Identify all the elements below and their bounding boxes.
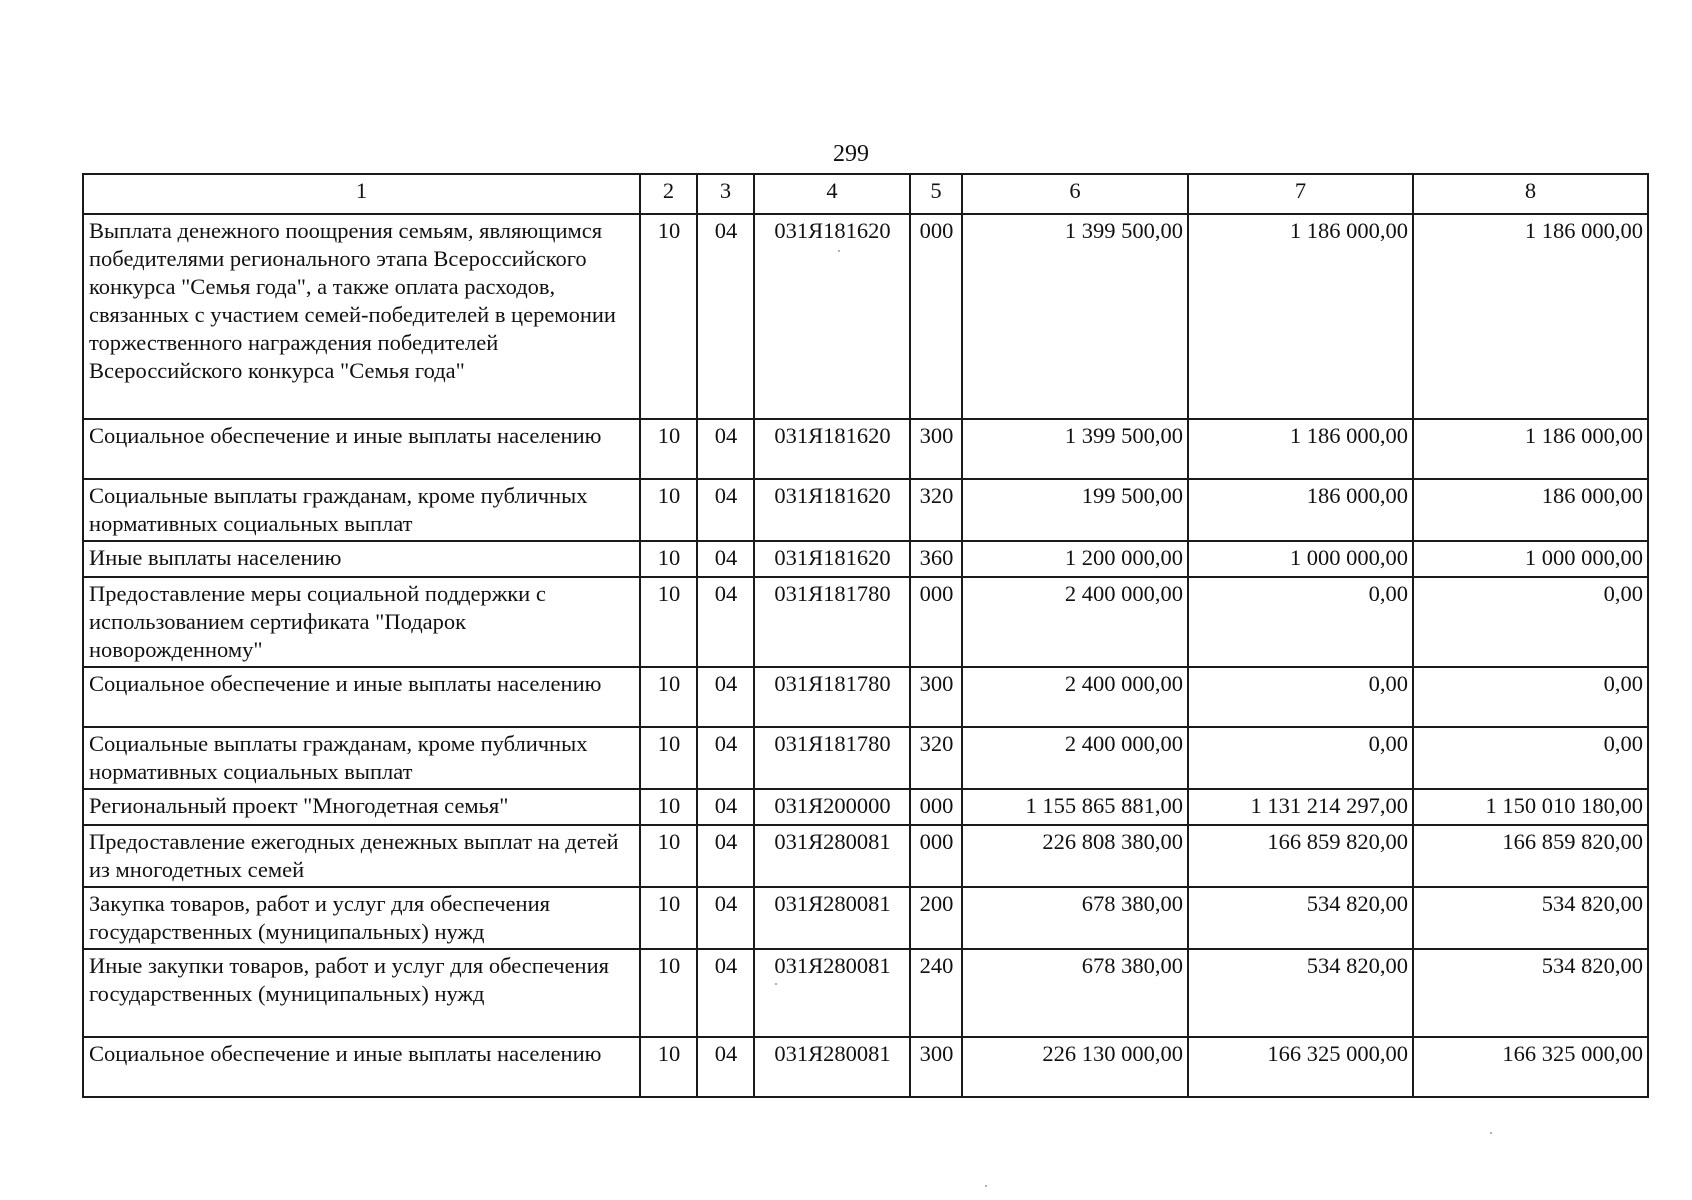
row-amount-year-3: 0,00 (1413, 727, 1648, 789)
row-amount-year-2: 166 859 820,00 (1188, 825, 1413, 887)
row-amount-year-2: 1 000 000,00 (1188, 541, 1413, 577)
row-target-article: 031Я181780 (754, 727, 910, 789)
row-name: Закупка товаров, работ и услуг для обеспечения государственных (муниципальных) нужд (83, 887, 640, 949)
row-amount-year-1: 226 808 380,00 (962, 825, 1188, 887)
budget-table (82, 173, 1649, 1098)
row-expense-type: 000 (910, 789, 962, 825)
row-section: 10 (640, 1037, 697, 1097)
row-target-article: 031Я181780 (754, 667, 910, 727)
row-amount-year-1: 2 400 000,00 (962, 577, 1188, 667)
row-amount-year-3: 186 000,00 (1413, 479, 1648, 541)
row-target-article: 031Я200000 (754, 789, 910, 825)
table-header-row (83, 174, 1648, 214)
row-amount-year-1: 2 400 000,00 (962, 727, 1188, 789)
row-name: Социальное обеспечение и иные выплаты населению (83, 419, 640, 479)
header-cell: 3 (697, 174, 754, 214)
row-subsection: 04 (697, 727, 754, 789)
table-row (83, 1037, 1648, 1097)
header-cell: 6 (962, 174, 1188, 214)
header-cell: 2 (640, 174, 697, 214)
row-name: Региональный проект "Многодетная семья" (83, 789, 640, 825)
row-target-article: 031Я181620 (754, 214, 910, 419)
row-subsection: 04 (697, 577, 754, 667)
row-section: 10 (640, 479, 697, 541)
row-amount-year-2: 1 186 000,00 (1188, 419, 1413, 479)
row-target-article: 031Я181620 (754, 419, 910, 479)
row-name: Предоставление меры социальной поддержки с использованием сертификата "Подарок новорожденному" (83, 577, 640, 667)
header-cell: 8 (1413, 174, 1648, 214)
row-amount-year-3: 0,00 (1413, 667, 1648, 727)
scan-speck (838, 250, 840, 252)
row-amount-year-2: 186 000,00 (1188, 479, 1413, 541)
row-section: 10 (640, 577, 697, 667)
row-amount-year-2: 0,00 (1188, 577, 1413, 667)
row-subsection: 04 (697, 1037, 754, 1097)
table-row (83, 727, 1648, 789)
table-row (83, 949, 1648, 1037)
row-amount-year-3: 0,00 (1413, 577, 1648, 667)
row-section: 10 (640, 419, 697, 479)
row-subsection: 04 (697, 214, 754, 419)
row-amount-year-1: 1 399 500,00 (962, 419, 1188, 479)
row-target-article: 031Я181780 (754, 577, 910, 667)
row-section: 10 (640, 825, 697, 887)
header-cell: 1 (83, 174, 640, 214)
row-target-article: 031Я280081 (754, 949, 910, 1037)
row-name: Предоставление ежегодных денежных выплат на детей из многодетных семей (83, 825, 640, 887)
row-name: Социальные выплаты гражданам, кроме публичных нормативных социальных выплат (83, 727, 640, 789)
row-amount-year-2: 534 820,00 (1188, 949, 1413, 1037)
table-row (83, 825, 1648, 887)
row-subsection: 04 (697, 667, 754, 727)
row-section: 10 (640, 887, 697, 949)
row-expense-type: 000 (910, 825, 962, 887)
table-row (83, 577, 1648, 667)
row-subsection: 04 (697, 825, 754, 887)
row-name: Социальное обеспечение и иные выплаты населению (83, 1037, 640, 1097)
row-amount-year-1: 678 380,00 (962, 887, 1188, 949)
row-name: Иные выплаты населению (83, 541, 640, 577)
row-amount-year-2: 0,00 (1188, 667, 1413, 727)
row-amount-year-2: 1 131 214 297,00 (1188, 789, 1413, 825)
row-amount-year-3: 534 820,00 (1413, 949, 1648, 1037)
header-cell: 5 (910, 174, 962, 214)
row-amount-year-2: 1 186 000,00 (1188, 214, 1413, 419)
row-amount-year-3: 1 186 000,00 (1413, 214, 1648, 419)
row-subsection: 04 (697, 479, 754, 541)
row-section: 10 (640, 949, 697, 1037)
row-amount-year-2: 534 820,00 (1188, 887, 1413, 949)
row-amount-year-3: 1 186 000,00 (1413, 419, 1648, 479)
row-section: 10 (640, 214, 697, 419)
row-expense-type: 360 (910, 541, 962, 577)
row-amount-year-3: 534 820,00 (1413, 887, 1648, 949)
scan-speck (775, 983, 777, 985)
row-amount-year-3: 166 859 820,00 (1413, 825, 1648, 887)
row-expense-type: 300 (910, 1037, 962, 1097)
row-target-article: 031Я181620 (754, 541, 910, 577)
row-target-article: 031Я280081 (754, 1037, 910, 1097)
row-amount-year-1: 1 200 000,00 (962, 541, 1188, 577)
row-section: 10 (640, 541, 697, 577)
row-name: Иные закупки товаров, работ и услуг для обеспечения государственных (муниципальных) нужд (83, 949, 640, 1037)
table-row (83, 214, 1648, 419)
table-row (83, 419, 1648, 479)
row-amount-year-2: 0,00 (1188, 727, 1413, 789)
table-row (83, 479, 1648, 541)
row-name: Социальное обеспечение и иные выплаты населению (83, 667, 640, 727)
table-row (83, 887, 1648, 949)
row-subsection: 04 (697, 541, 754, 577)
row-expense-type: 000 (910, 214, 962, 419)
row-expense-type: 320 (910, 479, 962, 541)
header-cell: 4 (754, 174, 910, 214)
row-amount-year-1: 2 400 000,00 (962, 667, 1188, 727)
scan-speck (985, 1185, 987, 1187)
row-section: 10 (640, 727, 697, 789)
row-subsection: 04 (697, 887, 754, 949)
row-name: Социальные выплаты гражданам, кроме публичных нормативных социальных выплат (83, 479, 640, 541)
row-target-article: 031Я181620 (754, 479, 910, 541)
page-number: 299 (833, 141, 869, 167)
header-cell: 7 (1188, 174, 1413, 214)
row-subsection: 04 (697, 949, 754, 1037)
row-name: Выплата денежного поощрения семьям, являющимся победителями регионального этапа Всероссийского конкурса "Семья года", а также оплата расходов, связанных с участием семей-победителей в церемонии торжественного награждения победителей Всероссийского конкурса "Семья года" (83, 214, 640, 419)
row-amount-year-1: 678 380,00 (962, 949, 1188, 1037)
row-target-article: 031Я280081 (754, 887, 910, 949)
row-amount-year-1: 226 130 000,00 (962, 1037, 1188, 1097)
row-amount-year-1: 1 399 500,00 (962, 214, 1188, 419)
row-expense-type: 000 (910, 577, 962, 667)
row-expense-type: 300 (910, 667, 962, 727)
row-expense-type: 240 (910, 949, 962, 1037)
row-section: 10 (640, 789, 697, 825)
row-amount-year-2: 166 325 000,00 (1188, 1037, 1413, 1097)
row-expense-type: 200 (910, 887, 962, 949)
row-section: 10 (640, 667, 697, 727)
row-expense-type: 320 (910, 727, 962, 789)
row-target-article: 031Я280081 (754, 825, 910, 887)
row-amount-year-1: 199 500,00 (962, 479, 1188, 541)
row-amount-year-3: 166 325 000,00 (1413, 1037, 1648, 1097)
scan-speck (1490, 1132, 1492, 1134)
row-amount-year-3: 1 000 000,00 (1413, 541, 1648, 577)
row-amount-year-3: 1 150 010 180,00 (1413, 789, 1648, 825)
row-amount-year-1: 1 155 865 881,00 (962, 789, 1188, 825)
table-row (83, 667, 1648, 727)
table-row (83, 789, 1648, 825)
table-row (83, 541, 1648, 577)
row-expense-type: 300 (910, 419, 962, 479)
row-subsection: 04 (697, 789, 754, 825)
row-subsection: 04 (697, 419, 754, 479)
